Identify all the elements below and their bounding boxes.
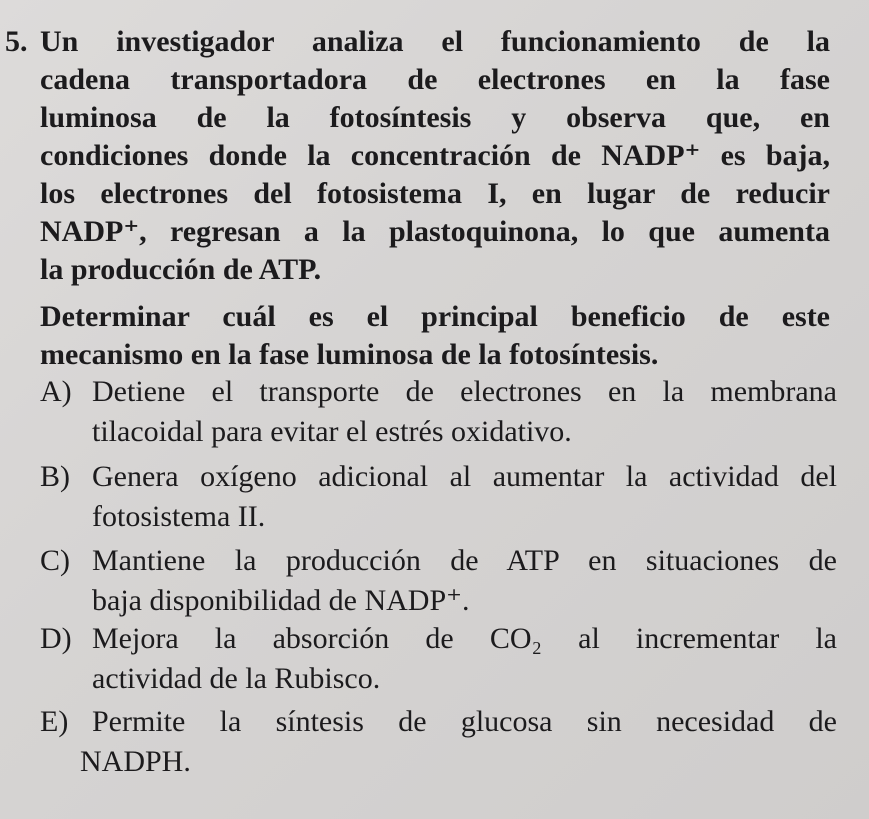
- option-text-line: actividad de la Rubisco.: [92, 662, 381, 695]
- question-stem-line: Un investigador analiza el funcionamiento de la: [40, 25, 830, 58]
- option-text-line: NADPH.: [80, 745, 191, 778]
- option-letter: D): [40, 622, 72, 655]
- option-text-line: tilacoidal para evitar el estrés oxidativo.: [92, 415, 572, 448]
- option-letter: B): [40, 460, 70, 493]
- question-stem-line: condiciones donde la concentración de NADP⁺ es baja,: [40, 139, 830, 172]
- option-letter: C): [40, 544, 70, 577]
- question-stem-line: luminosa de la fotosíntesis y observa que, en: [40, 101, 830, 134]
- question-stem-line: la producción de ATP.: [40, 253, 322, 286]
- question-stem-line: los electrones del fotosistema I, en lugar de reducir: [40, 177, 830, 210]
- option-text-line: Detiene el transporte de electrones en la membrana: [92, 375, 837, 408]
- option-text-line: Mejora la absorción de CO₂ al incrementar la: [92, 622, 837, 655]
- option-text-line: fotosistema II.: [92, 500, 266, 533]
- option-text-line: Mantiene la producción de ATP en situaciones de: [92, 544, 837, 577]
- option-text-line: Permite la síntesis de glucosa sin necesidad de: [92, 705, 837, 738]
- question-prompt-line: mecanismo en la fase luminosa de la fotosíntesis.: [40, 338, 659, 371]
- option-letter: A): [40, 375, 72, 408]
- option-text-line: baja disponibilidad de NADP⁺.: [92, 584, 470, 617]
- option-letter: E): [40, 705, 69, 738]
- question-stem-line: cadena transportadora de electrones en la fase: [40, 63, 830, 96]
- question-stem-line: NADP⁺, regresan a la plastoquinona, lo que aumenta: [40, 215, 830, 248]
- option-text-line: Genera oxígeno adicional al aumentar la actividad del: [92, 460, 837, 493]
- question-prompt-line: Determinar cuál es el principal beneficio de este: [40, 300, 830, 333]
- question-number: 5.: [5, 25, 28, 58]
